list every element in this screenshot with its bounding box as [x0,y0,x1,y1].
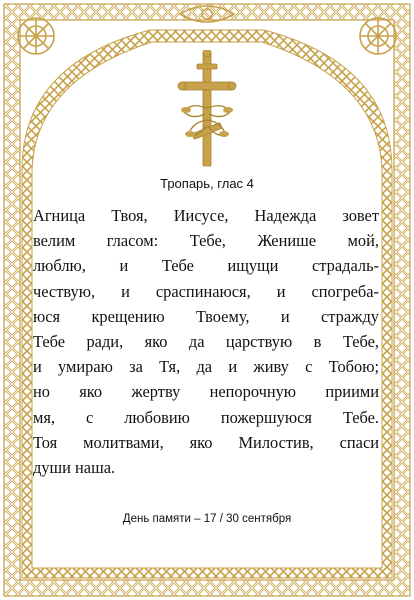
prayer-line: Тебе ради, яко да царствую в Тебе, [33,332,379,352]
prayer-line: но яко жертву непорочную приими [33,382,379,402]
prayer-text [33,203,379,480]
prayer-line: Тоя молитвами, яко Милостив, спаси [33,432,379,452]
prayer-line: и умираю за Тя, да и живу с Тобою; [33,357,379,377]
memorial-day-footer: День памяти – 17 / 30 сентября [122,513,292,525]
orthodox-cross-with-leaves-icon [172,50,242,170]
prayer-line: мя, с любовию пожершуюся Тебе. [33,407,379,427]
prayer-line: юся крещению Твоему, и стражду [33,306,379,326]
prayer-line: люблю, и Тебе ищущи страдаль- [33,256,379,276]
prayer-line: Агница Твоя, Иисусе, Надежда зовет [33,206,379,225]
prayer-line: велим гласом: Тебе, Женише мой, [33,231,379,251]
troparion-heading: Тропарь, глас 4 [160,176,254,191]
prayer-line: чествую, и сраспинаюся, и спогреба- [33,281,379,301]
prayer-line: души наша. [33,458,116,478]
